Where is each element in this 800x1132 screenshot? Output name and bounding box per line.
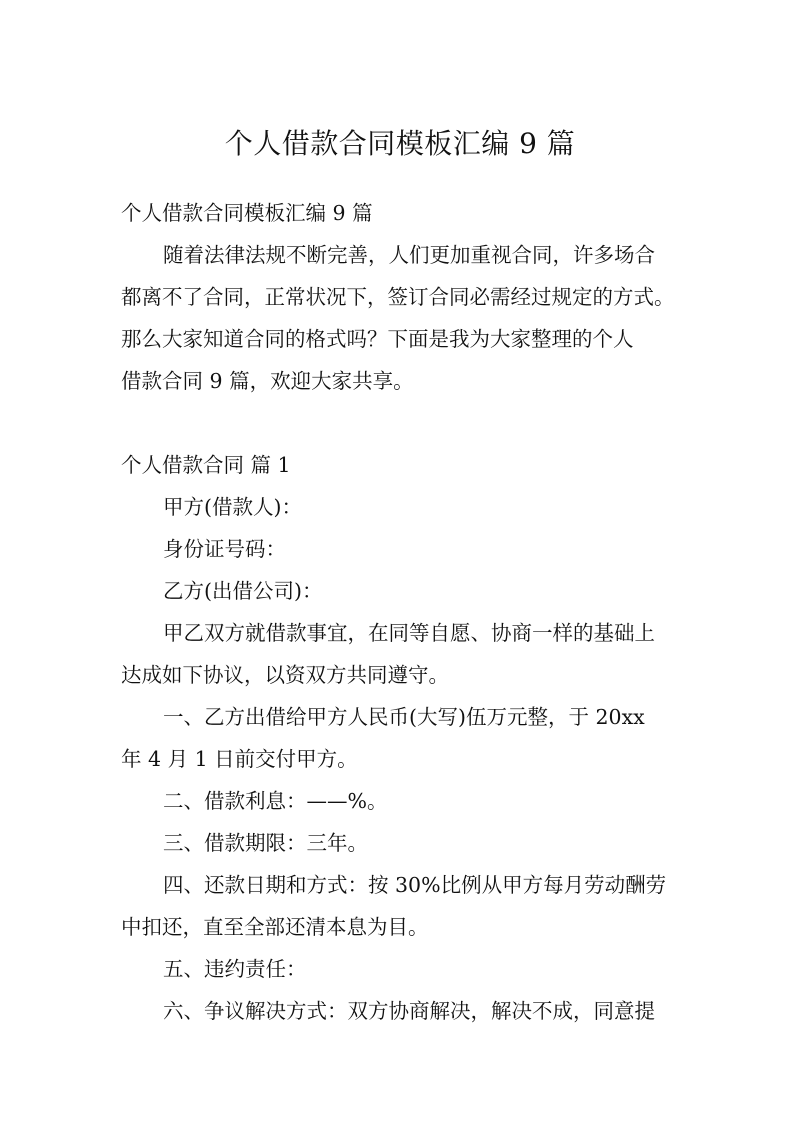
text-line: 个人借款合同模板汇编 9 篇 bbox=[121, 201, 373, 225]
text-line: 随着法律法规不断完善，人们更加重视合同，许多场合 bbox=[163, 243, 655, 267]
section-heading: 个人借款合同 篇 1 bbox=[121, 453, 291, 477]
text-line: 乙方(出借公司)： bbox=[163, 579, 323, 603]
text-line: 二、借款利息：——%。 bbox=[163, 789, 388, 813]
text-line: 甲乙双方就借款事宜，在同等自愿、协商一样的基础上 bbox=[163, 621, 655, 645]
text-line: 三、借款期限：三年。 bbox=[163, 831, 368, 855]
text-line: 借款合同 9 篇，欢迎大家共享。 bbox=[121, 369, 414, 393]
text-line: 那么大家知道合同的格式吗？下面是我为大家整理的个人 bbox=[121, 327, 634, 351]
text-line: 一、乙方出借给甲方人民币(大写)伍万元整，于 20xx bbox=[163, 705, 645, 729]
text-line: 都离不了合同，正常状况下，签订合同必需经过规定的方式。 bbox=[121, 285, 675, 309]
text-line: 四、还款日期和方式：按 30%比例从甲方每月劳动酬劳 bbox=[163, 873, 667, 897]
text-line: 年 4 月 1 日前交付甲方。 bbox=[121, 747, 358, 771]
text-line: 五、违约责任： bbox=[163, 957, 307, 981]
document-title: 个人借款合同模板汇编 9 篇 bbox=[224, 127, 576, 160]
text-line: 六、争议解决方式：双方协商解决，解决不成，同意提 bbox=[163, 999, 655, 1023]
text-line: 甲方(借款人)： bbox=[163, 495, 302, 519]
text-line: 中扣还，直至全部还清本息为目。 bbox=[121, 915, 429, 939]
text-line: 身份证号码： bbox=[163, 537, 286, 561]
text-line: 达成如下协议，以资双方共同遵守。 bbox=[121, 663, 449, 687]
